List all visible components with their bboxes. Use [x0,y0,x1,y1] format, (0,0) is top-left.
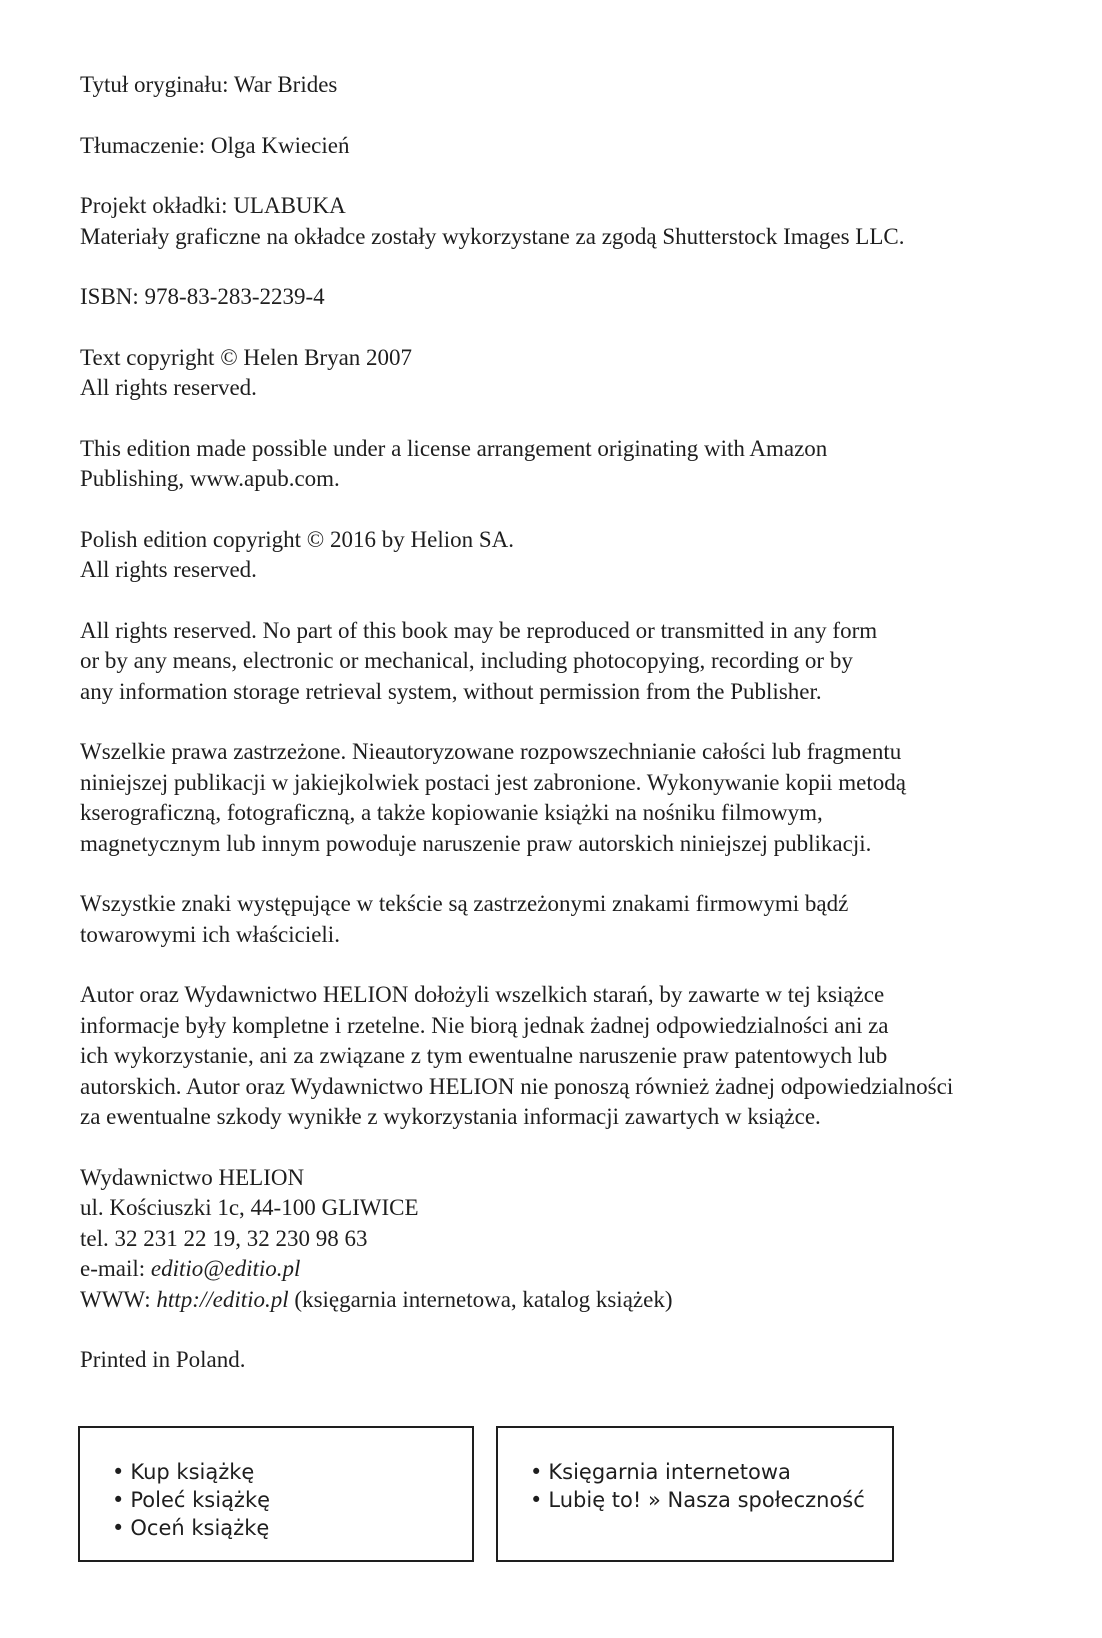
printed-in-paragraph [80,1345,1040,1376]
text-line: or by any means, electronic or mechanical, including photocopying, recording or by [80,648,853,673]
copyright-page [80,70,1040,1406]
printed-in-text: Printed in Poland. [80,1347,246,1372]
email-link[interactable]: editio@editio.pl [150,1256,301,1281]
bullet-icon: • [530,1460,543,1484]
text-line: Autor oraz Wydawnictwo HELION dołożyli wszelkich starań, by zawarte w tej książce [80,982,885,1007]
polish-edition-copyright-paragraph [80,525,1040,586]
disclaimer-paragraph [80,980,1040,1133]
text-line: Publishing, www.apub.com. [80,466,340,491]
edition-license-paragraph [80,434,1040,495]
bullet-icon: • [112,1516,125,1540]
bullet-icon: • [530,1488,543,1512]
www-link[interactable]: http://editio.pl [156,1286,289,1312]
text-line: All rights reserved. [80,375,257,400]
text-line: All rights reserved. [80,557,257,582]
text-line: Wszelkie prawa zastrzeżone. Nieautoryzowane rozpowszechnianie całości lub fragmentu [80,739,902,764]
publisher-contact [80,1163,1040,1316]
isbn-paragraph [80,282,1040,313]
rights-reserved-paragraph [80,616,1040,708]
publisher-phone: tel. 32 231 22 19, 32 230 98 63 [80,1225,368,1251]
text-line: za ewentualne szkody wynikłe z wykorzystania informacji zawartych w książce. [80,1104,821,1129]
text-line: All rights reserved. No part of this book may be reproduced or transmitted in any form [80,617,878,643]
text-line: Projekt okładki: ULABUKA [80,193,346,218]
text-line: Tłumaczenie: Olga Kwiecień [80,132,350,158]
community-box [496,1426,894,1562]
bullet-icon: • [112,1488,125,1512]
recommend-book-label: Poleć książkę [130,1488,271,1512]
text-line: Polish edition copyright © 2016 by Helion SA. [80,526,515,552]
community-link[interactable] [530,1486,892,1514]
book-actions-list [80,1428,472,1542]
link-boxes [78,1426,894,1566]
text-line: kserograficzną, fotograficzną, a także kopiowanie książki na nośniku filmowym, [80,800,823,825]
trademarks-paragraph [80,889,1040,950]
online-bookstore-link[interactable] [530,1458,892,1486]
original-title-paragraph [80,70,1040,101]
text-line: Text copyright © Helen Bryan 2007 [80,344,413,370]
text-line: Wszystkie znaki występujące w tekście są zastrzeżonymi znakami firmowymi bądź [80,891,849,916]
polish-rights-paragraph [80,737,1040,859]
community-label: Lubię to! » Nasza społeczność [548,1488,865,1512]
text-copyright-paragraph [80,343,1040,404]
buy-book-link[interactable] [112,1458,472,1486]
cover-design-paragraph [80,191,1040,252]
text-line: autorskich. Autor oraz Wydawnictwo HELION nie ponoszą również żadnej odpowiedzialności [80,1073,954,1099]
text-line: Tytuł oryginału: War Brides [80,72,338,97]
publisher-email-line [80,1254,1040,1285]
text-line: ISBN: 978-83-283-2239-4 [80,284,325,309]
publisher-name: Wydawnictwo HELION [80,1164,305,1190]
text-line: niniejszej publikacji w jakiejkolwiek postaci jest zabronione. Wykonywanie kopii metodą [80,769,906,795]
community-list [498,1428,892,1514]
buy-book-label: Kup książkę [130,1460,255,1484]
text-line: magnetycznym lub innym powoduje naruszenie praw autorskich niniejszej publikacji. [80,830,872,856]
publisher-www-line [80,1285,1040,1316]
text-line: This edition made possible under a license arrangement originating with Amazon [80,435,828,461]
online-bookstore-label: Księgarnia internetowa [548,1460,791,1484]
bullet-icon: • [112,1460,125,1484]
publisher-address: ul. Kościuszki 1c, 44-100 GLIWICE [80,1195,419,1220]
text-line: towarowymi ich właścicieli. [80,921,340,947]
text-line: any information storage retrieval system, without permission from the Publisher. [80,678,822,704]
email-label: e-mail: [80,1256,151,1281]
www-label: WWW: [80,1286,157,1312]
rate-book-link[interactable] [112,1514,472,1542]
rate-book-label: Oceń książkę [130,1516,270,1540]
text-line: Materiały graficzne na okładce zostały wykorzystane za zgodą Shutterstock Images LLC. [80,223,905,249]
www-note: (księgarnia internetowa, katalog książek) [288,1286,673,1312]
book-actions-box [78,1426,474,1562]
recommend-book-link[interactable] [112,1486,472,1514]
text-line: ich wykorzystanie, ani za związane z tym ewentualne naruszenie praw patentowych lub [80,1043,888,1068]
translator-paragraph [80,131,1040,162]
text-line: informacje były kompletne i rzetelne. Nie biorą jednak żadnej odpowiedzialności ani za [80,1012,889,1038]
